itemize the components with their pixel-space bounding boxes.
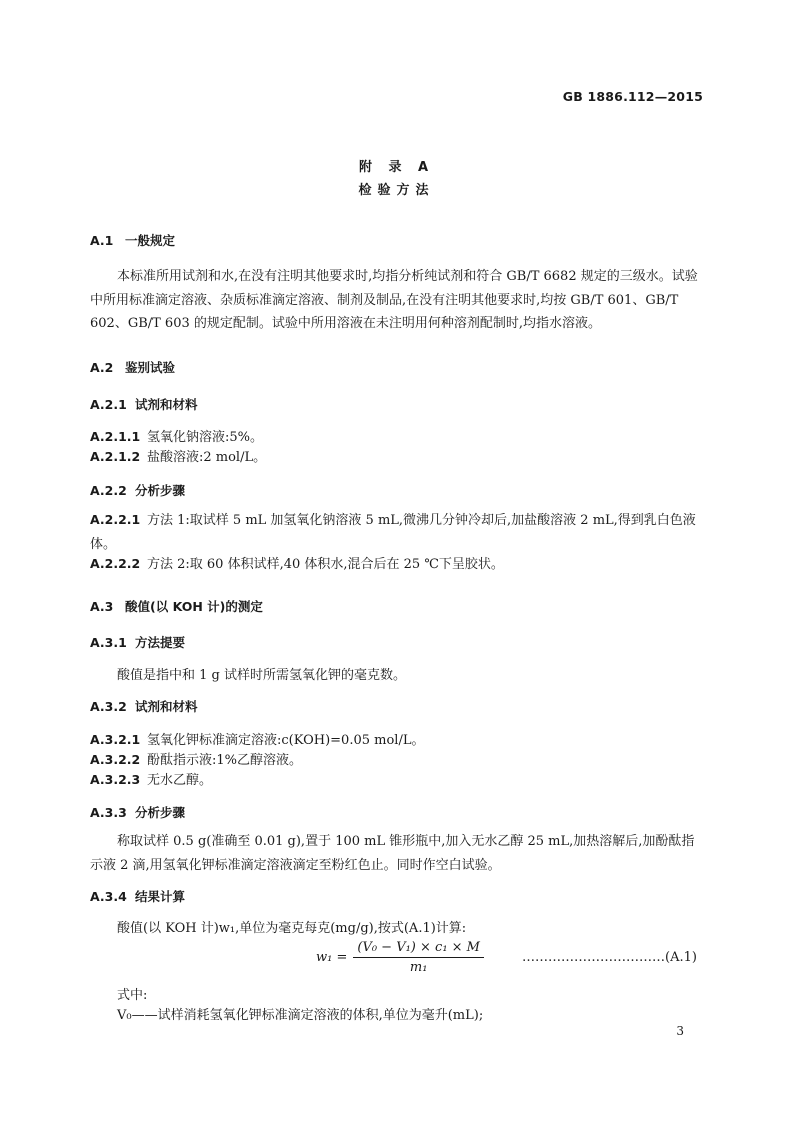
section-heading-a34 — [90, 887, 185, 905]
section-title: 结果计算 — [135, 889, 186, 904]
annex-title: 附 录 A — [358, 160, 435, 175]
calculation-intro: 酸值(以 KOH 计)w₁,单位为毫克每克(mg/g),按式(A.1)计算: — [117, 921, 467, 936]
formula-numerator: (V₀ − V₁) × c₁ × M — [353, 940, 484, 958]
section-number: A.3.2 — [90, 699, 127, 714]
section-title: 酸值(以 KOH 计)的测定 — [125, 599, 263, 614]
section-title: 试剂和材料 — [135, 699, 198, 714]
clause-text: 氢氧化钾标准滴定溶液:c(KOH)=0.05 mol/L。 — [147, 733, 425, 748]
clause-a323 — [90, 769, 212, 788]
section-title: 分析步骤 — [135, 805, 186, 820]
clause-a222 — [90, 553, 504, 572]
standard-code: GB 1886.112—2015 — [562, 89, 703, 104]
section-title: 鉴别试验 — [125, 360, 176, 375]
clause-a211 — [90, 426, 263, 445]
section-number: A.3.3 — [90, 805, 127, 820]
annex-subtitle: 检验方法 — [358, 183, 435, 198]
section-number: A.3 — [90, 599, 114, 614]
clause-text: 方法 1:取试样 5 mL 加氢氧化钠溶液 5 mL,微沸几分钟冷却后,加盐酸溶液 2 mL,得到乳白色液体。 — [90, 513, 696, 552]
paragraph-a33: 称取试样 0.5 g(准确至 0.01 g),置于 100 mL 锥形瓶中,加入无水乙醇 25 mL,加热溶解后,加酚酞指示液 2 滴,用氢氧化钾标准滴定溶液滴定至粉红色止。同时作空白试验。 — [90, 834, 695, 873]
section-heading-a33 — [90, 803, 185, 821]
section-number: A.2.1 — [90, 397, 127, 412]
where-label: 式中: — [117, 988, 148, 1003]
clause-number: A.2.2.1 — [90, 512, 141, 527]
section-number: A.3.1 — [90, 635, 127, 650]
method-summary-text: 酸值是指中和 1 g 试样时所需氢氧化钾的毫克数。 — [117, 668, 406, 683]
formula-denominator: m₁ — [409, 959, 428, 975]
clause-number: A.2.1.1 — [90, 429, 141, 444]
section-heading-a31 — [90, 633, 185, 651]
section-title: 一般规定 — [125, 233, 176, 248]
section-number: A.3.4 — [90, 889, 127, 904]
section-title: 分析步骤 — [135, 483, 186, 498]
formula-a1 — [316, 937, 484, 977]
section-title: 方法提要 — [135, 635, 186, 650]
section-heading-a3 — [90, 597, 263, 615]
section-heading-a1 — [90, 231, 175, 249]
clause-number: A.3.2.1 — [90, 732, 141, 747]
clause-a321 — [90, 729, 424, 748]
clause-a212 — [90, 446, 266, 465]
clause-number: A.3.2.2 — [90, 752, 141, 767]
clause-text: 氢氧化钠溶液:5%。 — [147, 430, 264, 445]
clause-number: A.2.2.2 — [90, 556, 141, 571]
section-number: A.1 — [90, 233, 114, 248]
section-heading-a2 — [90, 358, 175, 376]
section-number: A.2.2 — [90, 483, 127, 498]
section-heading-a22 — [90, 481, 185, 499]
formula-lhs: w₁ = — [316, 949, 348, 965]
clause-number: A.2.1.2 — [90, 449, 141, 464]
variable-definition-v0: V₀——试样消耗氢氧化钾标准滴定溶液的体积,单位为毫升(mL); — [117, 1008, 484, 1023]
clause-text: 酚酞指示液:1%乙醇溶液。 — [147, 753, 303, 768]
section-heading-a32 — [90, 697, 198, 715]
page-number: 3 — [676, 1024, 684, 1038]
clause-a322 — [90, 749, 302, 768]
clause-number: A.3.2.3 — [90, 772, 141, 787]
formula-fraction — [353, 940, 484, 975]
clause-text: 方法 2:取 60 体积试样,40 体积水,混合后在 25 ℃下呈胶状。 — [147, 557, 504, 572]
clause-a221 — [90, 508, 704, 556]
paragraph-a1: 本标准所用试剂和水,在没有注明其他要求时,均指分析纯试剂和符合 GB/T 6682 规定的三级水。试验中所用标准滴定溶液、杂质标准滴定溶液、制剂及制品,在没有注明其他要求时,均按 GB/T 601、GB/T 602、GB/T 603 的规定配制。试验中所用溶液在未注明用何种溶剂配制时,均指水溶液。 — [90, 269, 698, 331]
section-number: A.2 — [90, 360, 114, 375]
clause-text: 无水乙醇。 — [147, 773, 213, 788]
formula-reference: ……………………………(A.1) — [522, 950, 697, 965]
section-heading-a21 — [90, 395, 198, 413]
section-title: 试剂和材料 — [135, 397, 198, 412]
clause-text: 盐酸溶液:2 mol/L。 — [147, 450, 267, 465]
